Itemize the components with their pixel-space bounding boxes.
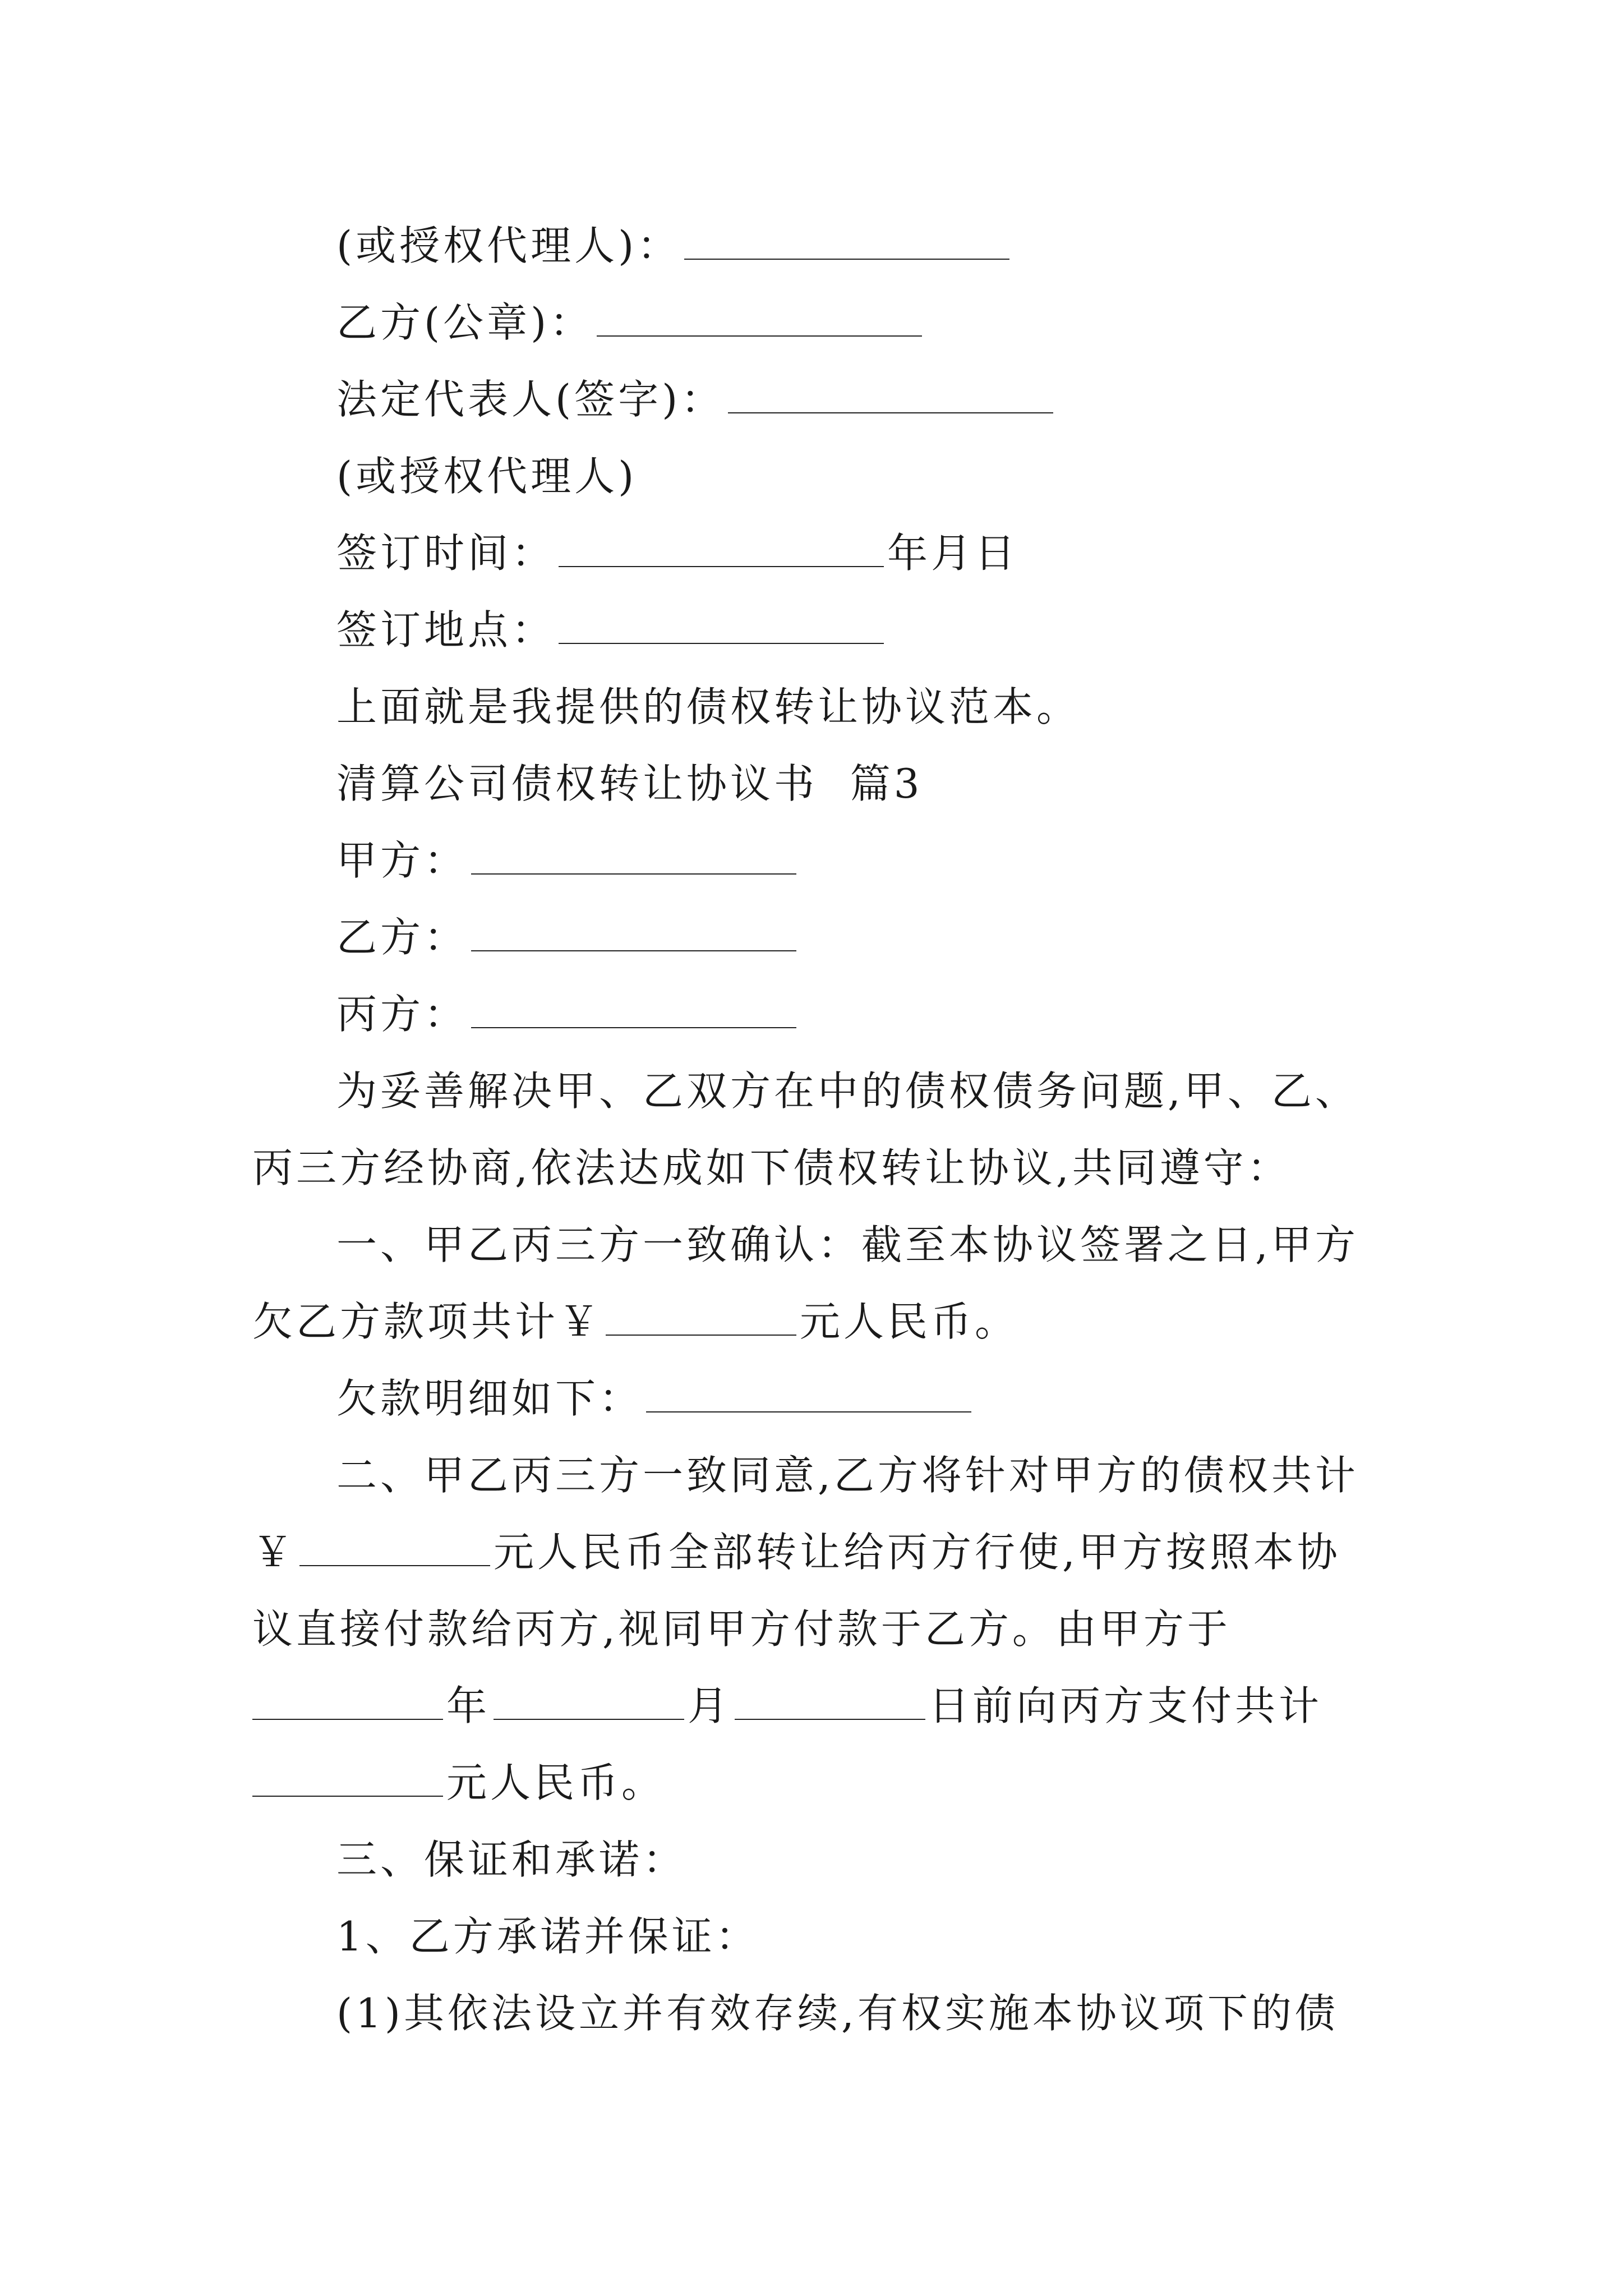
signing-place-label: 签订地点： xyxy=(336,606,556,654)
year-blank xyxy=(252,1680,443,1720)
party-b-label: 乙方： xyxy=(336,914,468,961)
party-c-blank xyxy=(471,988,796,1028)
clause-three-subitem-1-text: (1)其依法设立并有效存续,有权实施本协议项下的债 xyxy=(336,1990,1339,2037)
debt-details-blank xyxy=(646,1372,971,1412)
signing-place-line xyxy=(336,591,887,669)
intro-paragraph-line-2 xyxy=(252,1129,1291,1207)
clause-two-text-2b: 元人民币全部转让给丙方行使,甲方按照本协 xyxy=(494,1529,1341,1576)
party-b-seal-label: 乙方(公章)： xyxy=(336,299,594,346)
clause-two-text-5: 元人民币。 xyxy=(446,1759,666,1806)
month-blank xyxy=(494,1680,684,1720)
clause-two-line-5 xyxy=(252,1743,665,1822)
clause-two-text-3: 议直接付款给丙方,视同甲方付款于乙方。由甲方于 xyxy=(252,1605,1231,1653)
clause-two-line-4 xyxy=(252,1667,1322,1745)
day-blank xyxy=(735,1680,925,1720)
clause-two-line-3 xyxy=(252,1590,1231,1668)
party-b-line xyxy=(336,898,800,977)
authorized-agent-label: (或授权代理人)： xyxy=(336,222,681,269)
debt-details-label: 欠款明细如下： xyxy=(336,1375,643,1422)
authorized-agent-line xyxy=(336,206,1013,285)
clause-three-item-1-text: 1、乙方承诺并保证： xyxy=(336,1913,759,1960)
month-label: 月 xyxy=(688,1682,732,1729)
year-label: 年 xyxy=(446,1682,491,1729)
clause-three-heading-text: 三、保证和承诺： xyxy=(336,1836,687,1883)
clause-three-subitem-1 xyxy=(336,1974,1339,2053)
clause-one-line-2 xyxy=(252,1282,1018,1361)
party-a-label: 甲方： xyxy=(336,837,468,884)
summary-text: 上面就是我提供的债权转让协议范本。 xyxy=(336,683,1081,730)
legal-rep-line xyxy=(336,360,1057,439)
signing-place-blank xyxy=(559,604,884,644)
party-c-label: 丙方： xyxy=(336,991,468,1038)
amount-blank xyxy=(606,1295,796,1336)
clause-three-item-1 xyxy=(336,1897,759,1976)
clause-one-text-2a: 欠乙方款项共计￥ xyxy=(252,1298,603,1345)
section-heading-text: 清算公司债权转让协议书 篇3 xyxy=(336,760,923,807)
clause-two-line-2 xyxy=(252,1513,1341,1591)
legal-rep-label: 法定代表人(签字)： xyxy=(336,376,725,423)
total-amount-blank xyxy=(252,1756,443,1797)
party-b-blank xyxy=(471,911,796,951)
summary-line xyxy=(336,668,1080,746)
authorized-agent-text xyxy=(336,437,637,516)
intro-paragraph-text-1: 为妥善解决甲、乙双方在中的债权债务问题,甲、乙、 xyxy=(336,1068,1359,1115)
party-c-line xyxy=(336,975,800,1053)
signing-time-suffix: 年月日 xyxy=(887,530,1019,577)
signing-time-label: 签订时间： xyxy=(336,530,556,577)
clause-two-text-4: 日前向丙方支付共计 xyxy=(929,1682,1323,1729)
transfer-amount-blank xyxy=(299,1526,490,1566)
clause-one-text-2b: 元人民币。 xyxy=(800,1298,1019,1345)
debt-details-line xyxy=(336,1359,975,1438)
clause-two-text-2a: ￥ xyxy=(252,1529,297,1576)
authorized-agent-blank xyxy=(684,219,1009,260)
authorized-agent-text-label: (或授权代理人) xyxy=(336,453,638,500)
intro-paragraph-line-1 xyxy=(336,1052,1359,1130)
clause-one-text-1: 一、甲乙丙三方一致确认：截至本协议签署之日,甲方 xyxy=(336,1221,1359,1268)
party-b-seal-blank xyxy=(597,296,922,337)
clause-one-line-1 xyxy=(336,1205,1359,1284)
signing-time-line xyxy=(336,514,1018,592)
clause-two-text-1: 二、甲乙丙三方一致同意,乙方将针对甲方的债权共计 xyxy=(336,1452,1359,1499)
legal-rep-blank xyxy=(728,373,1053,413)
section-heading xyxy=(336,744,923,823)
signing-time-blank xyxy=(559,527,884,567)
clause-two-line-1 xyxy=(336,1436,1359,1515)
party-a-blank xyxy=(471,834,796,875)
party-b-seal-line xyxy=(336,283,925,362)
party-a-line xyxy=(336,821,800,900)
clause-three-heading xyxy=(336,1820,686,1899)
intro-paragraph-text-2: 丙三方经协商,依法达成如下债权转让协议,共同遵守： xyxy=(252,1144,1291,1191)
